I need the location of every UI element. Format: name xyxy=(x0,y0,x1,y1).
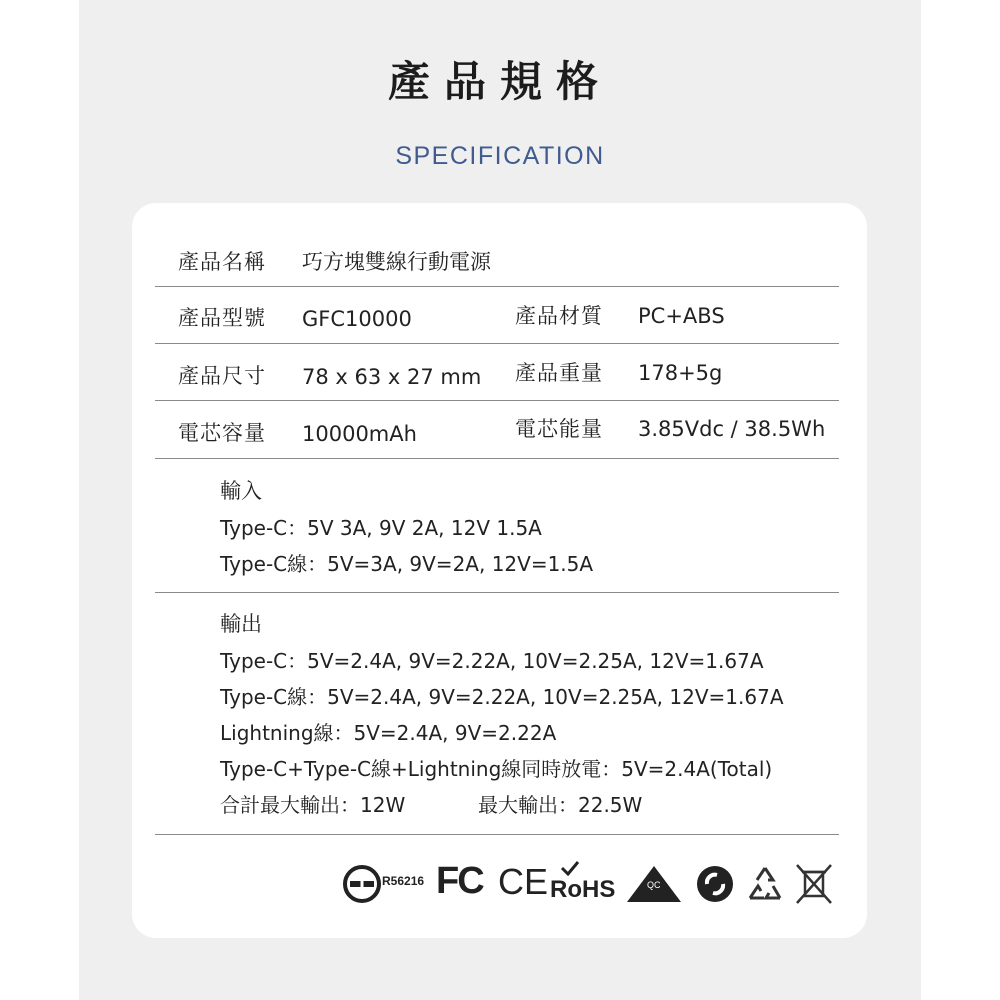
weee-bin-icon xyxy=(794,862,834,906)
rohs-mark-icon: RoHS xyxy=(550,876,616,903)
qc-label: QC xyxy=(647,880,661,890)
size-value: 78 x 63 x 27 mm xyxy=(302,365,482,389)
model-label: 產品型號 xyxy=(178,306,266,330)
output-max: 最大輸出：22.5W xyxy=(478,793,643,817)
row-divider xyxy=(155,458,839,459)
page-subtitle: SPECIFICATION xyxy=(395,142,605,170)
energy-label: 電芯能量 xyxy=(515,417,603,441)
input-line-type-c: Type-C：5V 3A, 9V 2A, 12V 1.5A xyxy=(220,516,542,540)
product-name-value: 巧方塊雙線行動電源 xyxy=(302,250,491,274)
input-line-type-c-cable: Type-C線：5V=3A, 9V=2A, 12V=1.5A xyxy=(220,552,594,576)
product-name-label: 產品名稱 xyxy=(178,250,266,274)
output-line-type-c-cable: Type-C線：5V=2.4A, 9V=2.22A, 10V=2.25A, 12V=1.67A xyxy=(220,685,784,709)
certification-logos xyxy=(340,856,840,912)
row-divider xyxy=(155,834,839,835)
energy-value: 3.85Vdc / 38.5Wh xyxy=(638,417,826,441)
page-title: 產品規格 xyxy=(387,57,612,106)
material-value: PC+ABS xyxy=(638,304,725,328)
weight-label: 產品重量 xyxy=(515,361,603,385)
weight-value: 178+5g xyxy=(638,361,723,385)
output-total-max: 合計最大輸出：12W xyxy=(220,793,406,817)
row-divider xyxy=(155,400,839,401)
bsmi-code: R56216 xyxy=(382,874,425,888)
row-divider xyxy=(155,343,839,344)
input-heading: 輸入 xyxy=(220,479,262,503)
capacity-label: 電芯容量 xyxy=(178,421,266,445)
material-label: 產品材質 xyxy=(515,304,603,328)
green-dot-icon xyxy=(695,864,735,904)
fcc-mark-icon: FC xyxy=(436,860,483,902)
output-heading: 輸出 xyxy=(220,612,262,636)
size-label: 產品尺寸 xyxy=(178,364,266,388)
bsmi-mark-icon xyxy=(342,864,382,904)
row-divider xyxy=(155,592,839,593)
ce-mark-icon: CE xyxy=(498,861,549,902)
rohs-check-icon xyxy=(560,860,580,876)
output-line-simultaneous: Type-C+Type-C線+Lightning線同時放電：5V=2.4A(Total) xyxy=(220,757,773,781)
model-value: GFC10000 xyxy=(302,307,412,331)
recycle-icon xyxy=(744,864,786,904)
output-line-lightning: Lightning線：5V=2.4A, 9V=2.22A xyxy=(220,721,557,745)
capacity-value: 10000mAh xyxy=(302,422,417,446)
row-divider xyxy=(155,286,839,287)
output-line-type-c: Type-C：5V=2.4A, 9V=2.22A, 10V=2.25A, 12V=1.67A xyxy=(220,649,764,673)
